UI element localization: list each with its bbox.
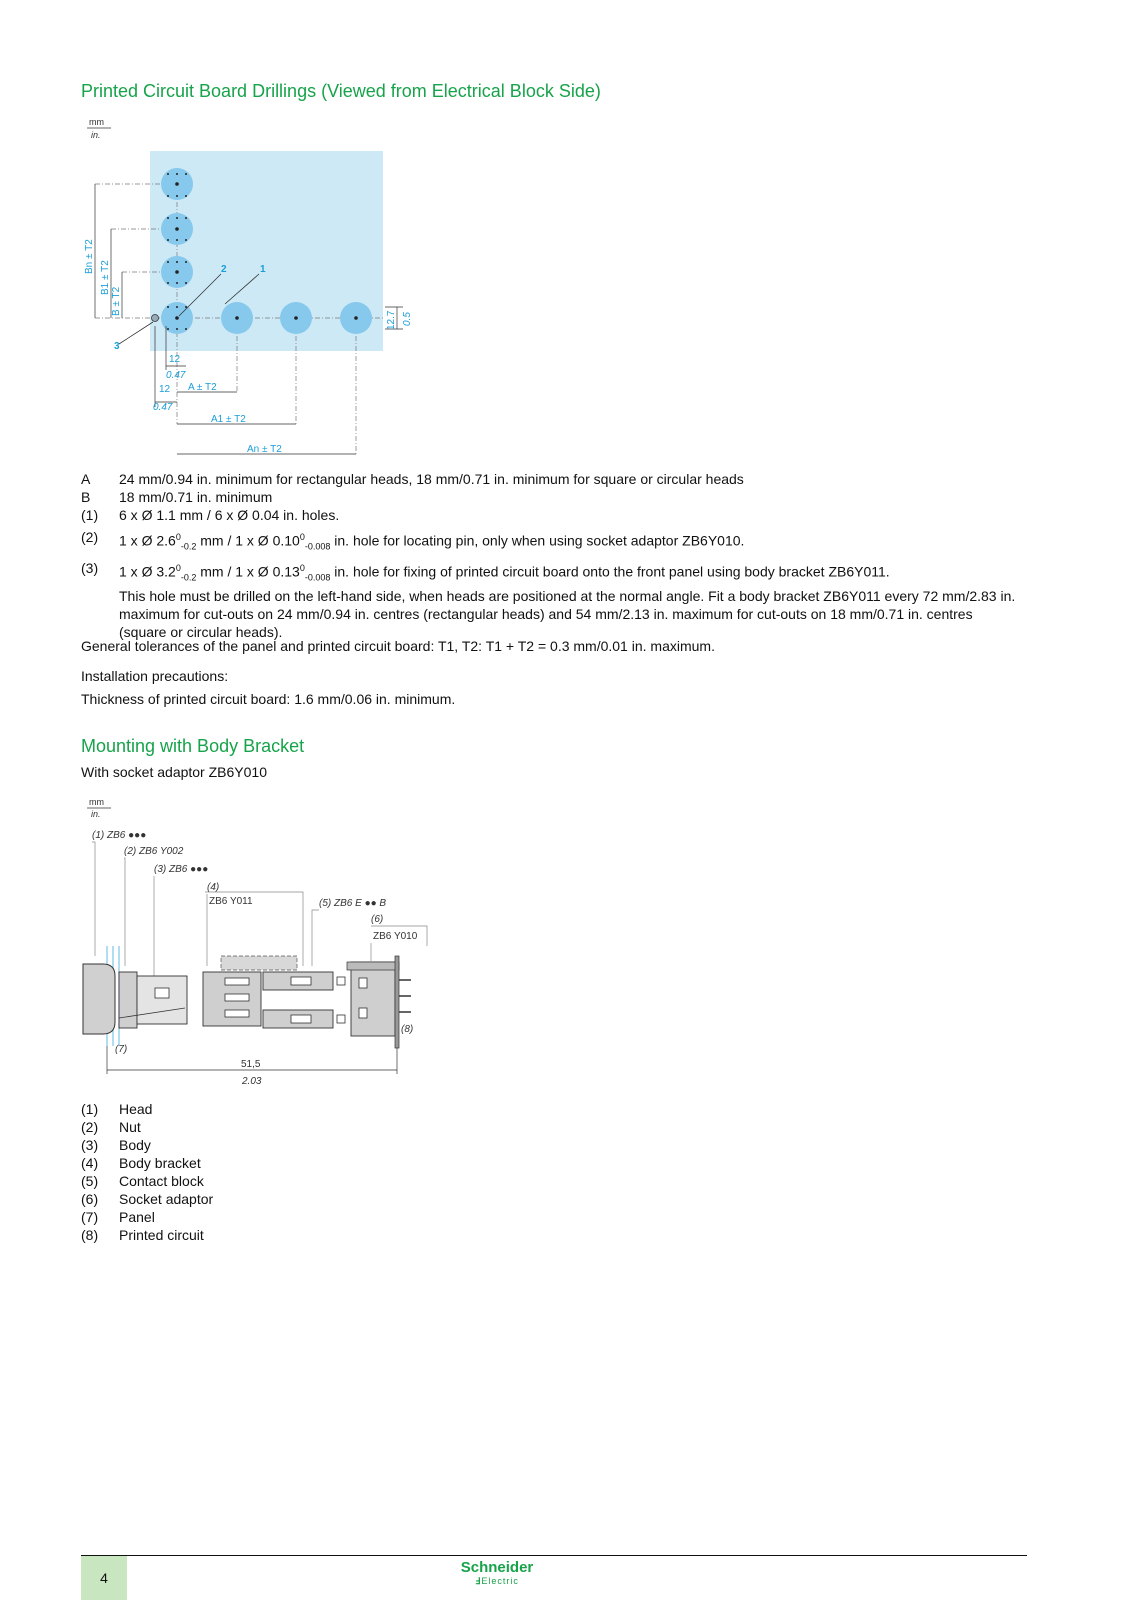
note-b	[81, 488, 1021, 506]
callout-6: (6)	[371, 914, 384, 925]
callout-7: (7)	[115, 1044, 128, 1055]
legend-key: (4)	[81, 1155, 99, 1171]
body-shape	[137, 976, 187, 1024]
callout-3: (3) ZB6 ●●●	[154, 864, 209, 875]
legend-label: Panel	[119, 1209, 155, 1225]
dim-b: B ± T2	[111, 286, 122, 316]
schneider-logo	[452, 1560, 542, 1586]
socket-adaptor	[351, 962, 395, 1036]
note-text: 18 mm/0.71 in. minimum	[119, 489, 273, 505]
note-key: (3)	[81, 560, 99, 577]
legend-item	[81, 1190, 481, 1208]
callout-4-code: ZB6 Y011	[209, 896, 253, 907]
dim-127-mm: 12.7	[386, 310, 397, 330]
callout-4: (4)	[207, 882, 220, 893]
callout-8: (8)	[401, 1024, 414, 1035]
thickness-text: Thickness of printed circuit board: 1.6 mm/0.06 in. minimum.	[81, 691, 456, 707]
dim-a1: A1 ± T2	[211, 414, 246, 425]
notes-list	[81, 470, 1021, 641]
dim-12b-mm: 12	[159, 384, 171, 395]
note-2	[81, 528, 1021, 555]
precautions-text: Installation precautions:	[81, 668, 229, 684]
mounting-diagram	[75, 796, 455, 1096]
legend-item	[81, 1136, 481, 1154]
legend-label: Printed circuit	[119, 1227, 204, 1243]
callout-5: (5) ZB6 E ●● B	[319, 898, 387, 909]
legend-item	[81, 1172, 481, 1190]
nut-shape	[119, 972, 137, 1028]
legend-item	[81, 1208, 481, 1226]
length-in: 2.03	[242, 1076, 262, 1087]
length-mm: 51,5	[241, 1059, 261, 1070]
footer-rule	[81, 1555, 1027, 1556]
fixing-hole	[152, 315, 159, 322]
legend-label: Body bracket	[119, 1155, 201, 1171]
legend-key: (1)	[81, 1101, 99, 1117]
logo-brand-top: Schneider	[460, 1559, 534, 1576]
legend-key: (3)	[81, 1137, 99, 1153]
note-key: (2)	[81, 529, 99, 545]
dim-bn: Bn ± T2	[84, 239, 95, 274]
dim-12-in: 0.47	[166, 370, 186, 381]
units-in: in.	[91, 130, 101, 140]
legend-key: (7)	[81, 1209, 99, 1225]
units-mm: mm	[89, 797, 104, 807]
legend-item	[81, 1226, 481, 1244]
note-1	[81, 506, 1021, 524]
pcb-drilling-diagram	[75, 112, 435, 464]
legend-label: Nut	[119, 1119, 141, 1135]
dim-b1: B1 ± T2	[100, 260, 111, 295]
callout-1: 1	[260, 264, 266, 275]
callout-1: (1) ZB6 ●●●	[92, 830, 147, 841]
legend-label: Socket adaptor	[119, 1191, 214, 1207]
legend-key: (8)	[81, 1227, 99, 1243]
note-text: 1 x Ø $3.2^0_{-0.2}$ mm / 1 x Ø $0.13^0_{-0.008}$ in. hole for fixing of printed circuit board onto the front panel using body bracket ZB6Y011. This hole must be drilled on the left-hand side, when heads are positioned at the normal angle. Fit a body bracket ZB6Y011 every 72 mm/2.83 in. maximum for cut-outs on 24 mm/0.94 in. centres (rectangular heads) and 54 mm/2.13 in. maximum for cut-outs on 18 mm/0.71 in. centres (square or circular heads).	[119, 563, 1016, 640]
section-title-pcb-drillings: Printed Circuit Board Drillings (Viewed from Electrical Block Side)	[81, 81, 601, 101]
callout-2: (2) ZB6 Y002	[124, 846, 184, 857]
head-shape	[83, 964, 115, 1034]
section-title-mounting: Mounting with Body Bracket	[81, 736, 305, 756]
callout-3: 3	[114, 341, 120, 352]
legend-item	[81, 1154, 481, 1172]
note-text: 1 x Ø $2.6^0_{-0.2}$ mm / 1 x Ø $0.10^0_{-0.008}$ in. hole for locating pin, only when using socket adaptor ZB6Y010.	[119, 532, 745, 552]
page-number: 4	[81, 1556, 127, 1600]
callout-6-code: ZB6 Y010	[373, 931, 418, 942]
parts-legend	[81, 1100, 481, 1244]
dim-127-in: 0.5	[402, 312, 413, 326]
printed-circuit	[395, 956, 399, 1048]
legend-key: (5)	[81, 1173, 99, 1189]
dim-an: An ± T2	[247, 444, 282, 455]
tolerances-text: General tolerances of the panel and printed circuit board: T1, T2: T1 + T2 = 0.3 mm/0.01 in. maximum.	[81, 638, 715, 654]
dim-12-mm: 12	[169, 354, 181, 365]
legend-label: Contact block	[119, 1173, 204, 1189]
legend-label: Head	[119, 1101, 153, 1117]
dim-12b-in: 0.47	[153, 402, 173, 413]
logo-brand-bottom: ℲElectric	[475, 1576, 519, 1586]
note-a	[81, 470, 1021, 488]
units-mm: mm	[89, 117, 104, 127]
callout-2: 2	[221, 264, 227, 275]
dim-a: A ± T2	[188, 382, 217, 393]
note-text: 24 mm/0.94 in. minimum for rectangular heads, 18 mm/0.71 in. minimum for square or circular heads	[119, 471, 744, 487]
legend-item	[81, 1118, 481, 1136]
logo-mark-icon: Ⅎ	[475, 1576, 482, 1586]
note-3	[81, 559, 1021, 640]
legend-key: (6)	[81, 1191, 99, 1207]
note-key: B	[81, 489, 91, 505]
note-key: A	[81, 471, 91, 487]
legend-item	[81, 1100, 481, 1118]
note-key: (1)	[81, 507, 99, 523]
note-text: 6 x Ø 1.1 mm / 6 x Ø 0.04 in. holes.	[119, 507, 340, 523]
section-subtitle-mounting: With socket adaptor ZB6Y010	[81, 764, 267, 780]
legend-key: (2)	[81, 1119, 99, 1135]
legend-label: Body	[119, 1137, 151, 1153]
units-in: in.	[91, 809, 101, 819]
